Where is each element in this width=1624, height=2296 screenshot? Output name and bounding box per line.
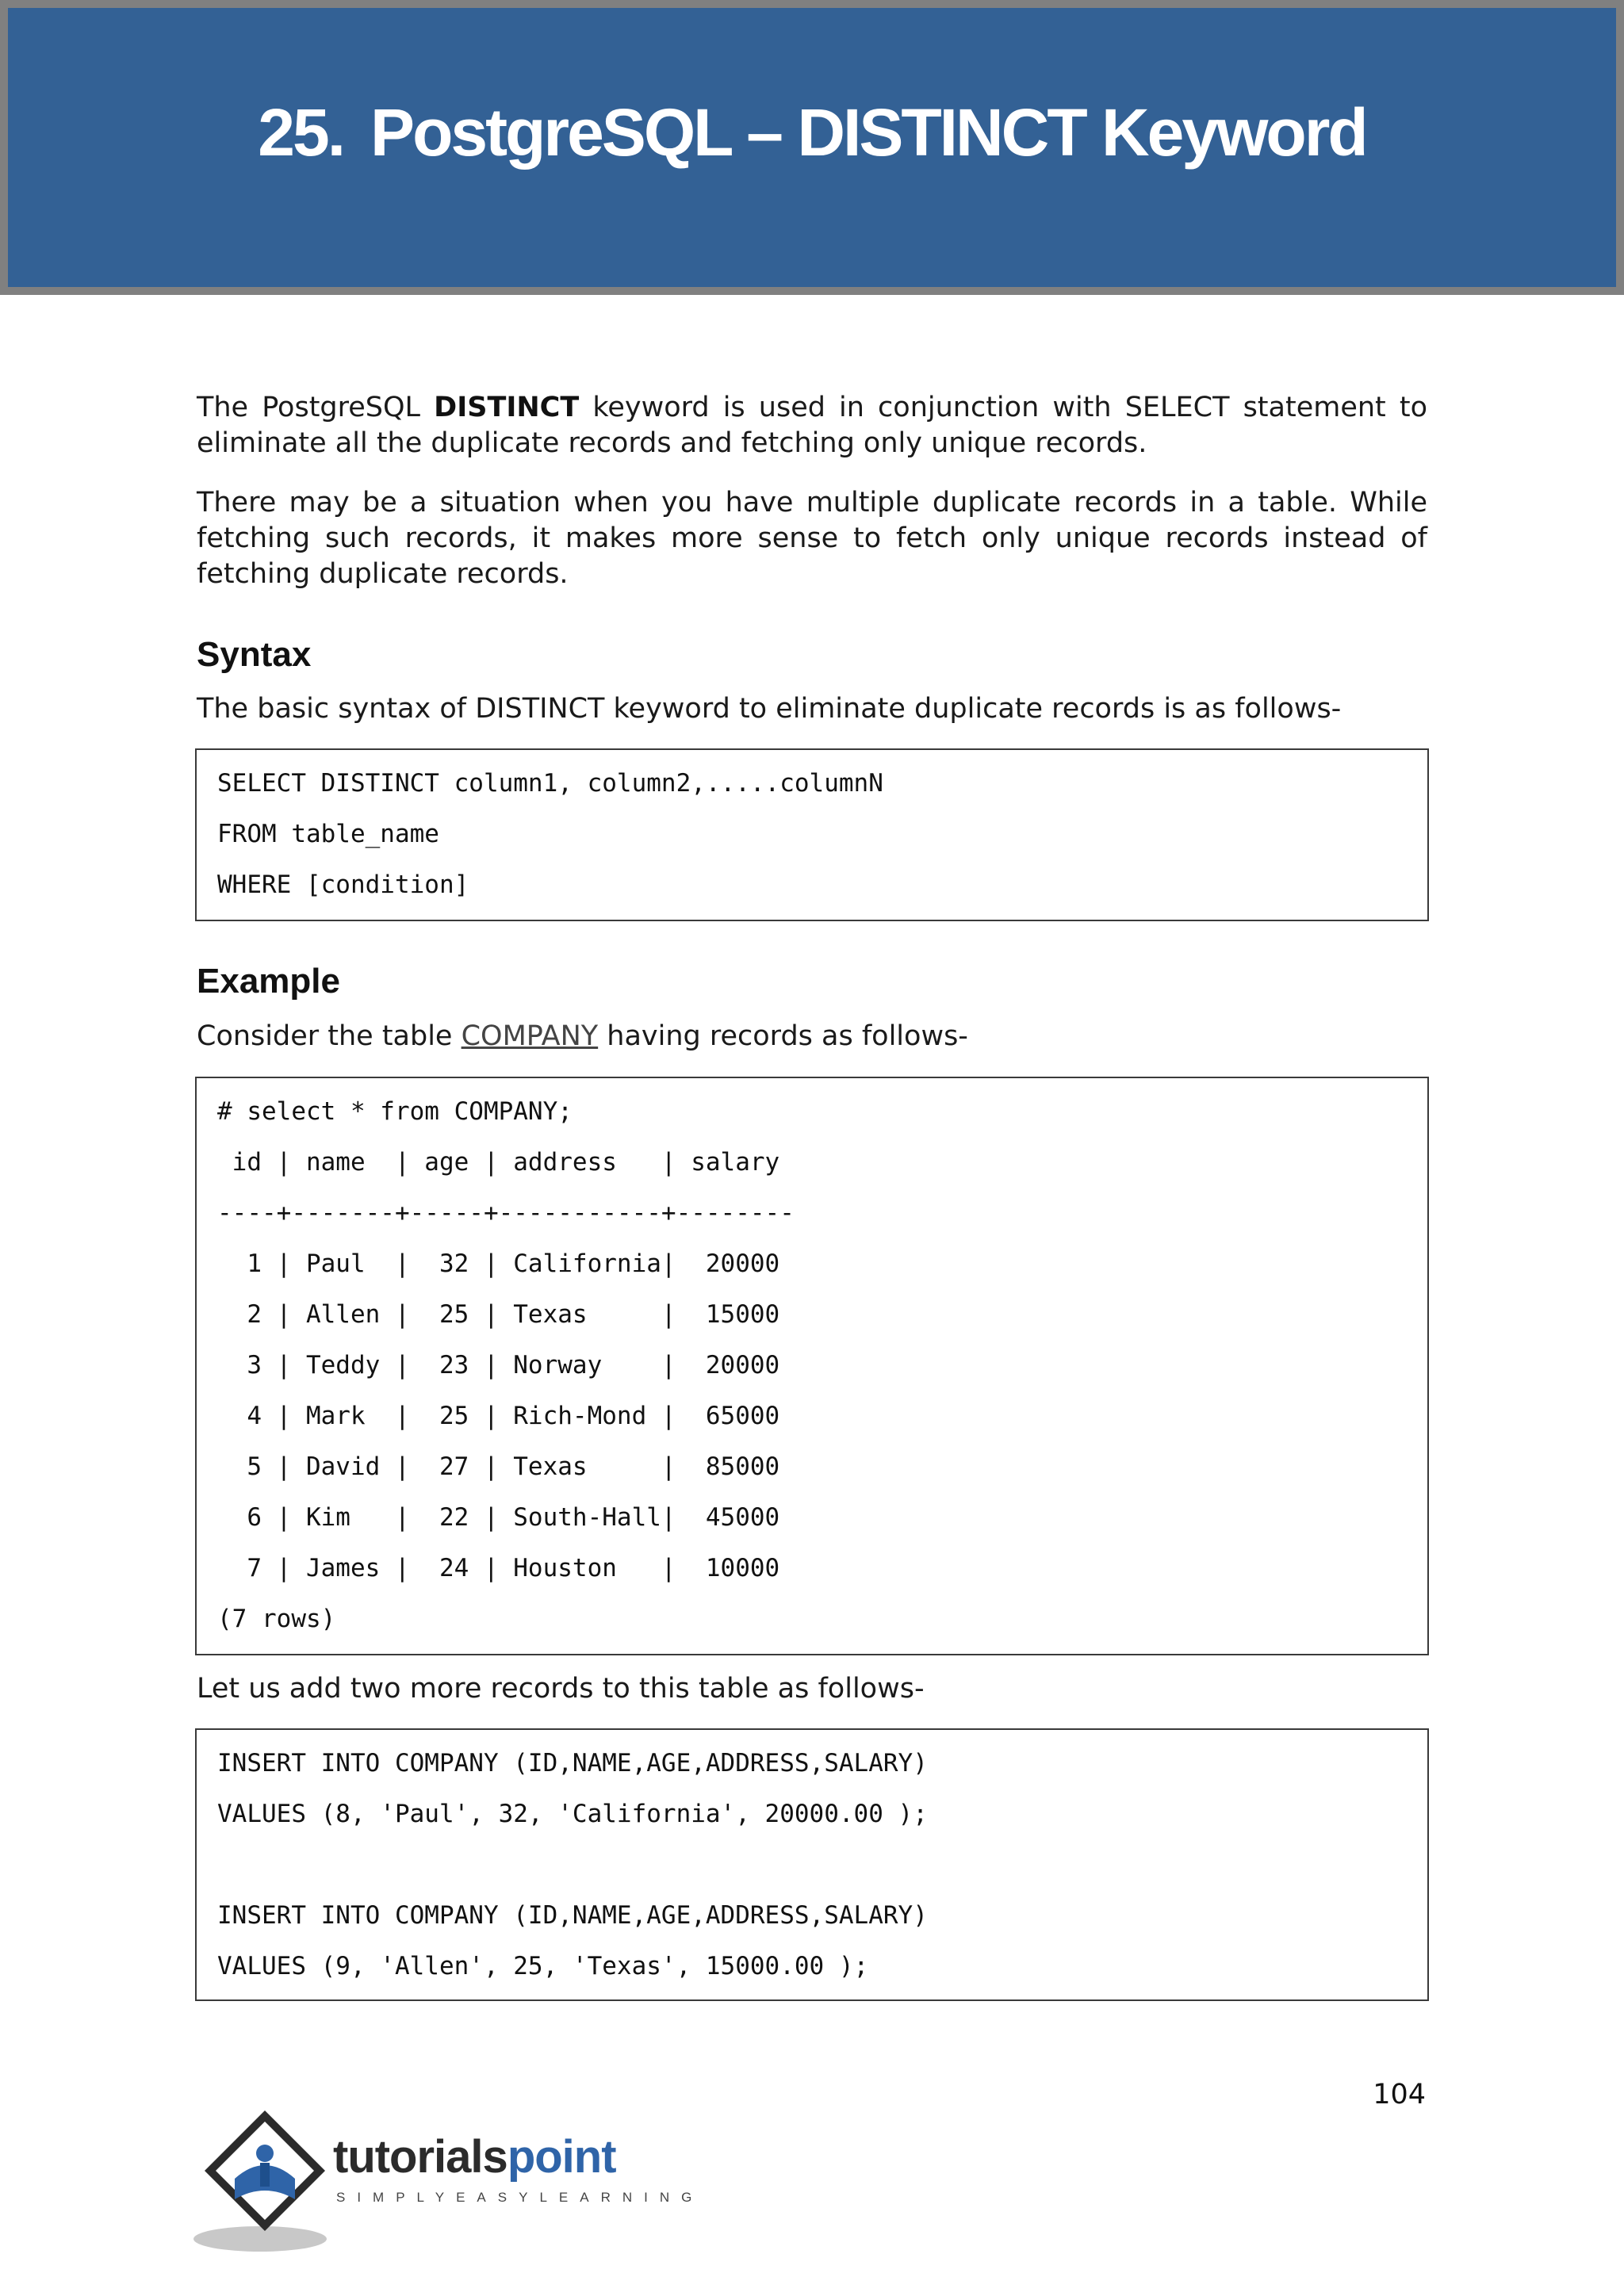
table-row: 7 | James | 24 | Houston | 10000 <box>217 1554 780 1582</box>
table-row: 2 | Allen | 25 | Texas | 15000 <box>217 1300 780 1329</box>
table-row: 4 | Mark | 25 | Rich-Mond | 65000 <box>217 1402 780 1430</box>
table-separator: ----+-------+-----+-----------+-------- <box>217 1199 795 1227</box>
code-line: SELECT DISTINCT column1, column2,.....columnN <box>217 769 883 798</box>
logo-word-part2: point <box>507 2131 616 2183</box>
add-records-description: Let us add two more records to this table as follows- <box>197 1673 925 1705</box>
intro-p1-before: The PostgreSQL <box>197 392 435 423</box>
example-desc-before: Consider the table <box>197 1020 462 1052</box>
tutorialspoint-logo <box>193 2106 704 2256</box>
logo-shadow <box>193 2226 327 2252</box>
company-table-code-block <box>195 1077 1429 1655</box>
example-desc-after: having records as follows- <box>598 1020 968 1052</box>
company-link[interactable]: COMPANY <box>461 1020 599 1052</box>
syntax-code-block <box>195 748 1429 921</box>
logo-word-part1: tutorials <box>333 2131 508 2183</box>
chapter-number: 25. <box>258 95 344 170</box>
code-line: VALUES (9, 'Allen', 25, 'Texas', 15000.00 ); <box>217 1952 869 1980</box>
example-description <box>197 1019 1427 1054</box>
table-header-row: id | name | age | address | salary <box>217 1148 780 1177</box>
syntax-heading: Syntax <box>197 635 312 674</box>
chapter-title <box>0 89 1624 176</box>
select-query-line: # select * from COMPANY; <box>217 1097 573 1126</box>
intro-paragraph-1 <box>197 390 1427 461</box>
code-line: FROM table_name <box>217 820 439 848</box>
distinct-keyword: DISTINCT <box>434 392 580 423</box>
code-line: WHERE [condition] <box>217 871 469 899</box>
intro-p1-after: keyword is used in conjunction with SELECT statement to eliminate all the duplicate records and fetching only unique records. <box>197 392 1428 459</box>
row-count: (7 rows) <box>217 1605 336 1633</box>
table-row: 3 | Teddy | 23 | Norway | 20000 <box>217 1351 780 1380</box>
logo-wordmark <box>333 2130 616 2185</box>
code-line: INSERT INTO COMPANY (ID,NAME,AGE,ADDRESS,SALARY) <box>217 1749 928 1777</box>
table-row: 6 | Kim | 22 | South-Hall| 45000 <box>217 1503 780 1532</box>
table-row: 1 | Paul | 32 | California| 20000 <box>217 1249 780 1278</box>
logo-body-shape <box>260 2163 270 2187</box>
code-line: INSERT INTO COMPANY (ID,NAME,AGE,ADDRESS,SALARY) <box>217 1901 928 1930</box>
logo-diamond-icon <box>193 2106 336 2256</box>
code-line: VALUES (8, 'Paul', 32, 'California', 20000.00 ); <box>217 1800 928 1828</box>
chapter-banner <box>0 0 1624 295</box>
page-number: 104 <box>1373 2079 1426 2110</box>
example-heading: Example <box>197 962 340 1001</box>
logo-tagline: SIMPLYEASYLEARNING <box>336 2190 704 2205</box>
insert-code-block <box>195 1728 1429 2001</box>
table-row: 5 | David | 27 | Texas | 85000 <box>217 1452 780 1481</box>
chapter-title-text: PostgreSQL – DISTINCT Keyword <box>370 95 1366 170</box>
syntax-description: The basic syntax of DISTINCT keyword to eliminate duplicate records is as follows- <box>197 693 1342 725</box>
logo-head-shape <box>256 2145 274 2162</box>
intro-paragraph-2: There may be a situation when you have multiple duplicate records in a table. While fetching such records, it makes more sense to fetch only unique records instead of fetching duplicate records. <box>197 487 1427 590</box>
